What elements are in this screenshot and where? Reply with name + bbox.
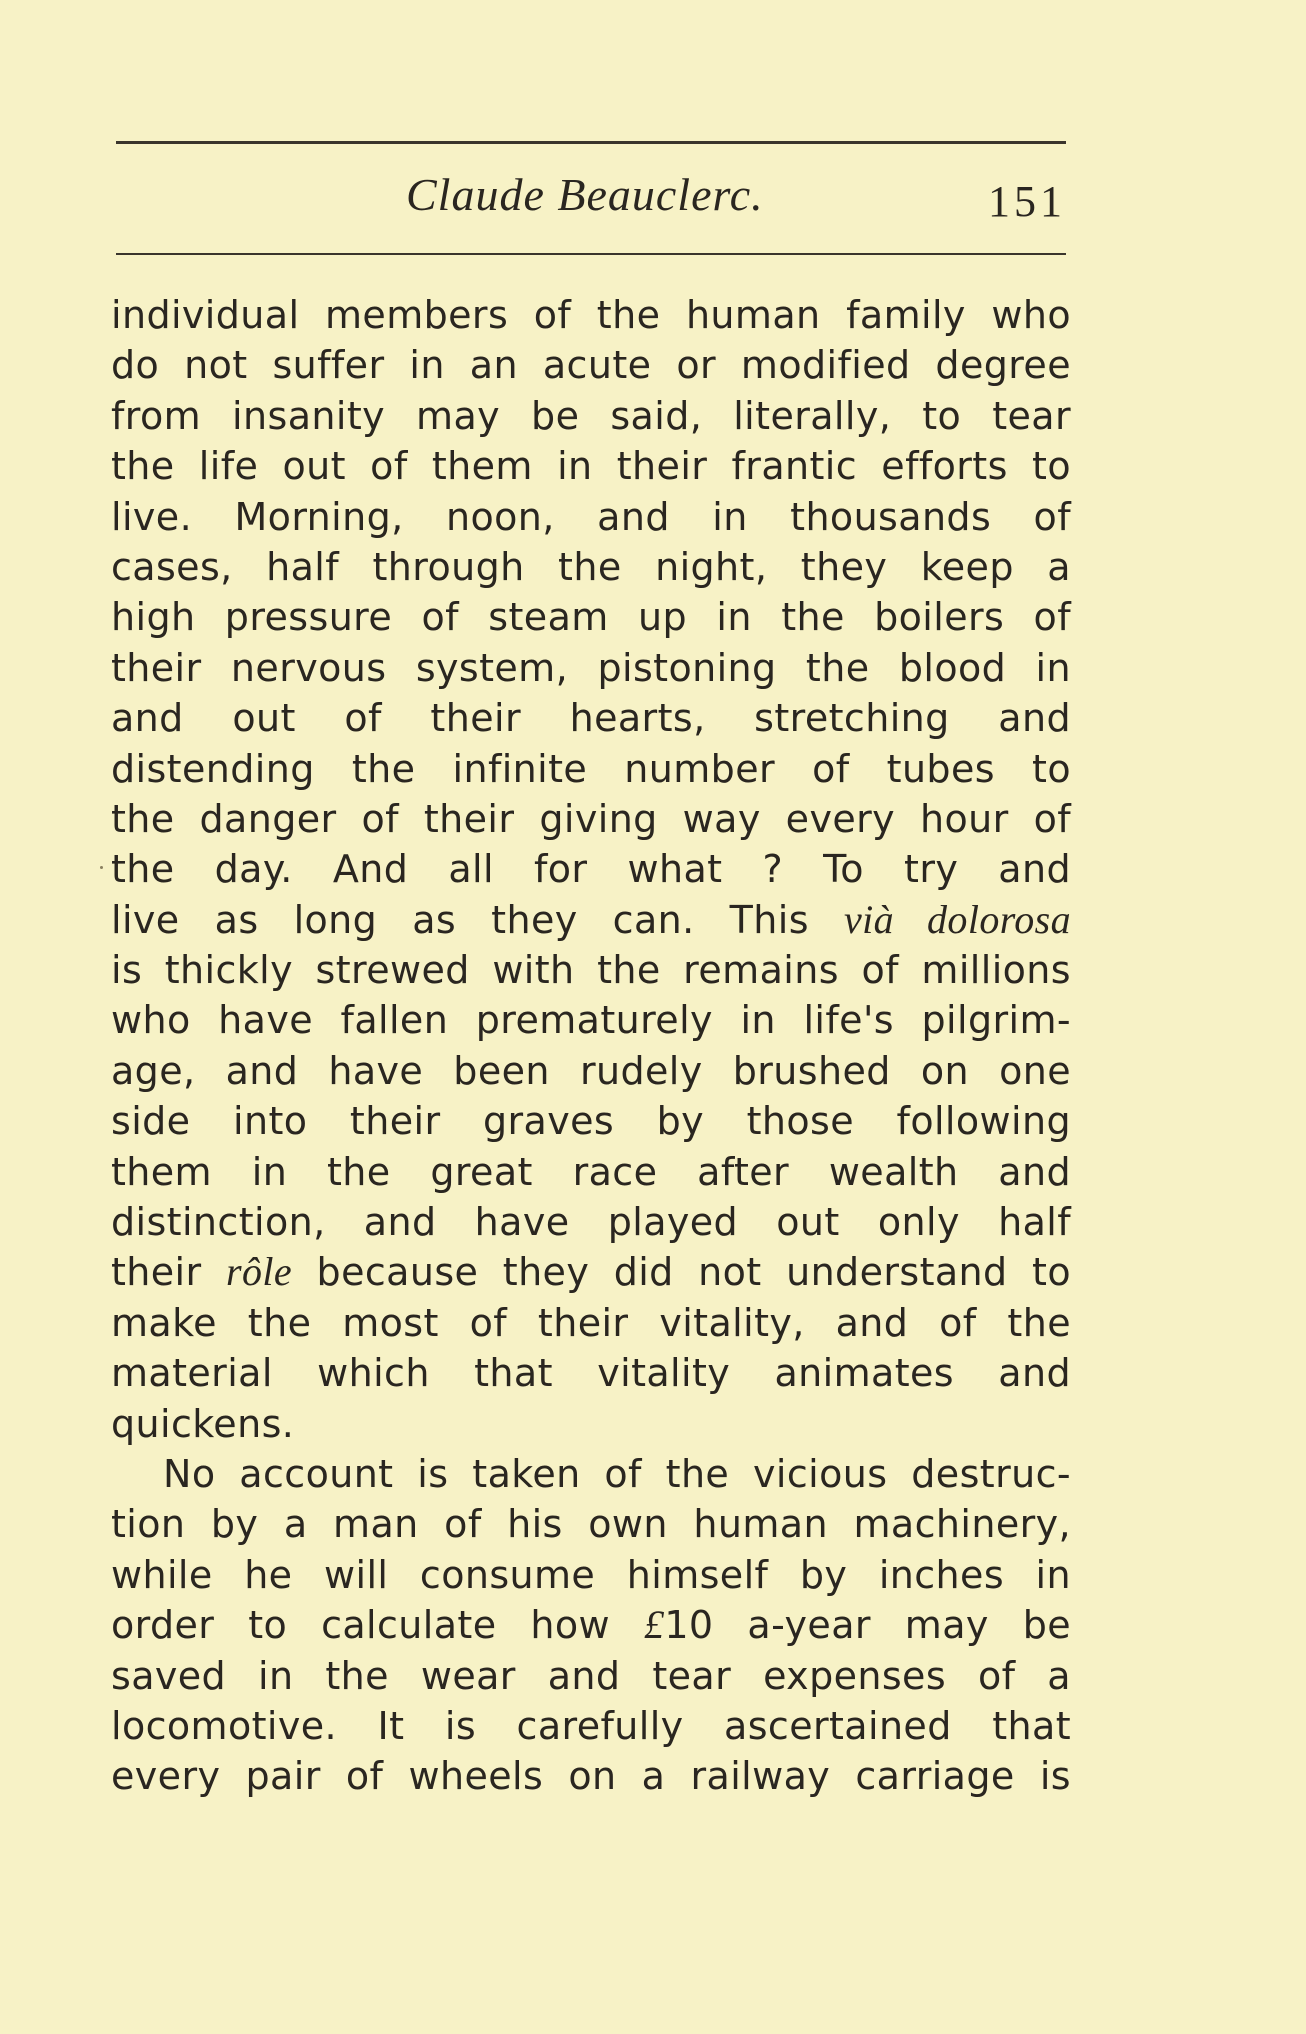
text-segment: quickens. bbox=[111, 1401, 295, 1446]
text-segment: No account is taken of the vicious destruc- bbox=[163, 1451, 1071, 1496]
text-segment: live. Morning, noon, and in thousands of bbox=[111, 494, 1071, 539]
text-segment: material which that vitality animates and bbox=[111, 1351, 1071, 1396]
text-segment: their nervous system, pistoning the blood in bbox=[111, 645, 1071, 690]
text-line bbox=[111, 1298, 1071, 1348]
text-line bbox=[111, 391, 1071, 441]
text-segment: distinction, and have played out only half bbox=[111, 1200, 1071, 1245]
text-segment: from insanity may be said, literally, to tear bbox=[111, 393, 1071, 438]
text-segment: because they did not understand to bbox=[292, 1250, 1071, 1295]
margin-speck bbox=[100, 866, 103, 869]
text-line bbox=[111, 1399, 1071, 1449]
text-segment: locomotive. It is carefully ascertained that bbox=[111, 1703, 1071, 1748]
text-segment: and out of their hearts, stretching and bbox=[111, 696, 1071, 741]
text-line bbox=[111, 1701, 1071, 1751]
italic-phrase: £ bbox=[643, 1602, 665, 1648]
text-segment: the day. And all for what ? To try and bbox=[111, 847, 1071, 892]
text-line bbox=[111, 1449, 1071, 1499]
text-segment: individual members of the human family who bbox=[111, 293, 1071, 337]
body-text bbox=[111, 290, 1071, 1802]
text-segment: order to calculate how bbox=[111, 1603, 644, 1648]
text-segment: tion by a man of his own human machinery, bbox=[111, 1502, 1071, 1547]
text-line bbox=[111, 844, 1071, 894]
running-title: Claude Beauclerc. bbox=[406, 169, 764, 220]
text-segment: make the most of their vitality, and of the bbox=[111, 1300, 1071, 1345]
text-segment: side into their graves by those following bbox=[111, 1099, 1071, 1144]
text-segment: while he will consume himself by inches in bbox=[111, 1552, 1071, 1597]
text-line bbox=[111, 340, 1071, 390]
text-line bbox=[111, 1247, 1071, 1297]
italic-phrase: rôle bbox=[226, 1249, 293, 1295]
text-segment: them in the great race after wealth and bbox=[111, 1149, 1071, 1194]
text-segment: their bbox=[111, 1250, 227, 1295]
header-top-rule bbox=[116, 141, 1066, 144]
text-line bbox=[111, 995, 1071, 1045]
text-line bbox=[111, 643, 1071, 693]
text-line bbox=[111, 1550, 1071, 1600]
text-line bbox=[111, 1348, 1071, 1398]
text-segment: who have fallen prematurely in life's pilgrim- bbox=[111, 998, 1071, 1043]
text-line bbox=[111, 1147, 1071, 1197]
text-line bbox=[111, 1600, 1071, 1650]
text-line bbox=[111, 1751, 1071, 1801]
header-bottom-rule bbox=[116, 253, 1066, 255]
text-line bbox=[111, 744, 1071, 794]
text-segment: age, and have been rudely brushed on one bbox=[111, 1048, 1071, 1093]
text-line bbox=[111, 794, 1071, 844]
text-line bbox=[111, 1197, 1071, 1247]
text-line bbox=[111, 492, 1071, 542]
text-line bbox=[111, 1651, 1071, 1701]
text-segment: the life out of them in their frantic efforts to bbox=[111, 444, 1071, 489]
text-line bbox=[111, 1499, 1071, 1549]
text-segment: 10 a-year may be bbox=[664, 1603, 1071, 1648]
text-line bbox=[111, 542, 1071, 592]
text-line bbox=[111, 1046, 1071, 1096]
text-line bbox=[111, 441, 1071, 491]
text-segment: do not suffer in an acute or modified degree bbox=[111, 343, 1071, 388]
text-line bbox=[111, 895, 1071, 945]
text-segment: every pair of wheels on a railway carriage is bbox=[111, 1754, 1071, 1799]
text-segment: high pressure of steam up in the boilers of bbox=[111, 595, 1071, 640]
text-segment: distending the infinite number of tubes to bbox=[111, 746, 1071, 791]
text-line bbox=[111, 945, 1071, 995]
text-line bbox=[111, 290, 1071, 340]
text-line bbox=[111, 693, 1071, 743]
text-segment: live as long as they can. This bbox=[111, 897, 844, 942]
text-segment: is thickly strewed with the remains of millions bbox=[111, 948, 1071, 993]
page-number: 151 bbox=[988, 177, 1066, 226]
text-segment: saved in the wear and tear expenses of a bbox=[111, 1653, 1071, 1698]
italic-phrase: vià dolorosa bbox=[843, 896, 1071, 942]
running-head bbox=[116, 168, 1066, 232]
text-line bbox=[111, 592, 1071, 642]
text-segment: cases, half through the night, they keep a bbox=[111, 544, 1071, 589]
text-line bbox=[111, 1096, 1071, 1146]
text-segment: the danger of their giving way every hour of bbox=[111, 796, 1071, 841]
